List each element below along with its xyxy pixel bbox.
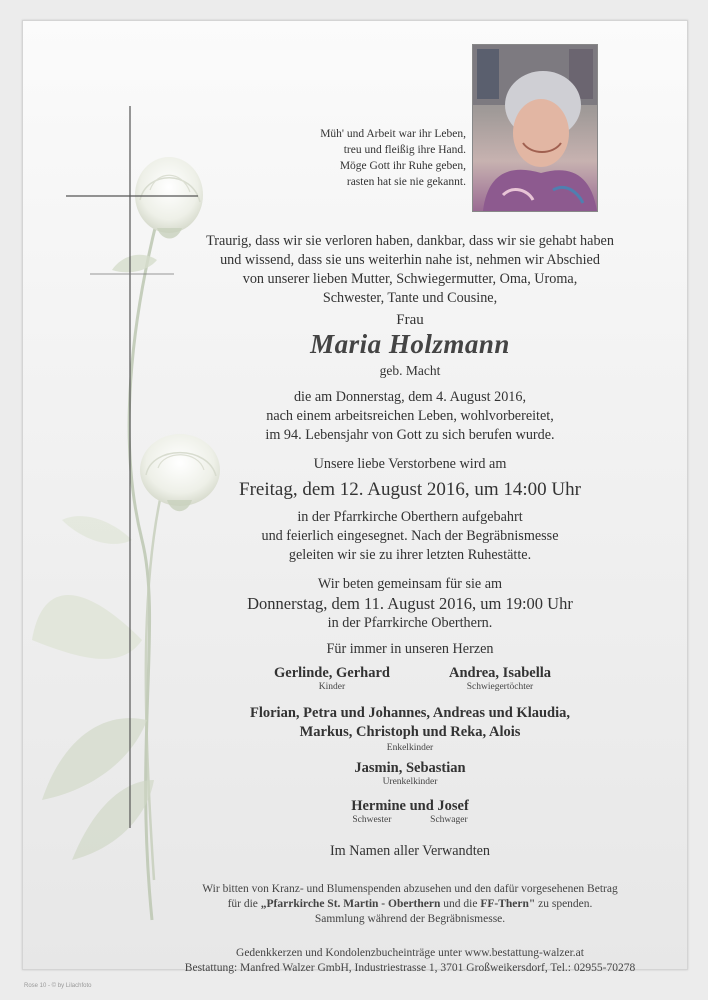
siblings-names: Hermine und Josef — [351, 798, 469, 814]
request-line: Wir bitten von Kranz- und Blumenspenden abzusehen und den dafür vorgesehenen Betrag — [202, 883, 618, 895]
deceased-name: Maria Holzmann — [310, 329, 510, 359]
death-line: nach einem arbeitsreichen Leben, wohlvorbereitet, — [266, 408, 554, 424]
footer-line: Bestattung: Manfred Walzer GmbH, Industriestrasse 1, 3701 Großweikersdorf, Tel.: 02955-70278 — [184, 962, 636, 974]
family-great-grandchildren — [190, 760, 630, 787]
family-siblings — [190, 798, 630, 825]
image-credit: Rose 10 - © by Lilachfoto — [24, 983, 92, 989]
request-line — [150, 897, 670, 912]
forever-line: Für immer in unseren Herzen — [326, 641, 494, 657]
poem-line: Möge Gott ihr Ruhe geben, — [339, 160, 466, 172]
request-text: zu spenden. — [535, 898, 593, 910]
funeral-lead: Unsere liebe Verstorbene wird am — [313, 456, 507, 472]
siblings-roles — [190, 815, 630, 825]
closing-line: Im Namen aller Verwandten — [329, 843, 491, 859]
grandchildren-line: Florian, Petra und Johannes, Andreas und Klaudia, — [249, 705, 571, 721]
great-names: Jasmin, Sebastian — [354, 760, 466, 776]
inlaws-names: Andrea, Isabella — [448, 665, 552, 681]
footer-line: Gedenkkerzen und Kondolenzbucheinträge unter www.bestattung-walzer.at — [236, 947, 584, 959]
funeral-place-line: und feierlich eingesegnet. Nach der Begräbnismesse — [261, 528, 559, 544]
prayer-place: in der Pfarrkirche Oberthern. — [327, 615, 493, 631]
prayer-date: Donnerstag, dem 11. August 2016, um 19:00 Uhr — [247, 594, 573, 613]
grandchildren-line: Markus, Christoph und Reka, Alois — [299, 724, 521, 740]
donation-request — [150, 882, 670, 927]
brotherinlaw-role: Schwager — [430, 815, 468, 825]
death-notice — [190, 388, 630, 445]
intro-line: Schwester, Tante und Cousine, — [322, 290, 498, 306]
intro-line: und wissend, dass sie uns weiterhin nahe ist, nehmen wir Abschied — [220, 252, 600, 268]
request-text: für die — [227, 898, 261, 910]
poem — [230, 126, 466, 190]
intro-text — [190, 232, 630, 308]
intro-line: Traurig, dass wir sie verloren haben, dankbar, dass wir sie gehabt haben — [206, 233, 614, 249]
funeral-place-line: geleiten wir sie zu ihrer letzten Ruhestätte. — [288, 547, 532, 563]
request-bold: FF-Thern" — [480, 898, 536, 910]
children-names: Gerlinde, Gerhard — [274, 665, 390, 681]
death-line: die am Donnerstag, dem 4. August 2016, — [293, 389, 527, 405]
portrait-photo — [472, 44, 598, 212]
request-text: und die — [440, 898, 481, 910]
death-line: im 94. Lebensjahr von Gott zu sich berufen wurde. — [265, 427, 555, 443]
title-frau: Frau — [396, 312, 424, 328]
footer — [150, 946, 670, 976]
sister-role: Schwester — [352, 815, 392, 825]
prayer-lead: Wir beten gemeinsam für sie am — [317, 576, 503, 592]
funeral-date: Freitag, dem 12. August 2016, um 14:00 Uhr — [239, 479, 581, 500]
poem-line: treu und fleißig ihre Hand. — [343, 144, 466, 156]
request-line: Sammlung während der Begräbnismesse. — [314, 913, 506, 925]
maiden-name: geb. Macht — [379, 363, 441, 378]
funeral-place — [190, 508, 630, 565]
family-inlaws — [420, 665, 580, 692]
great-role: Urenkelkinder — [382, 777, 438, 787]
poem-line: Müh' und Arbeit war ihr Leben, — [320, 128, 466, 140]
grandchildren-role: Enkelkinder — [386, 743, 434, 753]
family-children — [252, 665, 412, 692]
request-bold: „Pfarrkirche St. Martin - Oberthern — [260, 898, 441, 910]
family-grandchildren — [190, 704, 630, 754]
intro-line: von unserer lieben Mutter, Schwiegermutter, Oma, Uroma, — [242, 271, 578, 287]
funeral-place-line: in der Pfarrkirche Oberthern aufgebahrt — [297, 509, 523, 525]
inlaws-role: Schwiegertöchter — [466, 682, 534, 692]
children-role: Kinder — [318, 682, 346, 692]
poem-line: rasten hat sie nie gekannt. — [346, 176, 466, 188]
